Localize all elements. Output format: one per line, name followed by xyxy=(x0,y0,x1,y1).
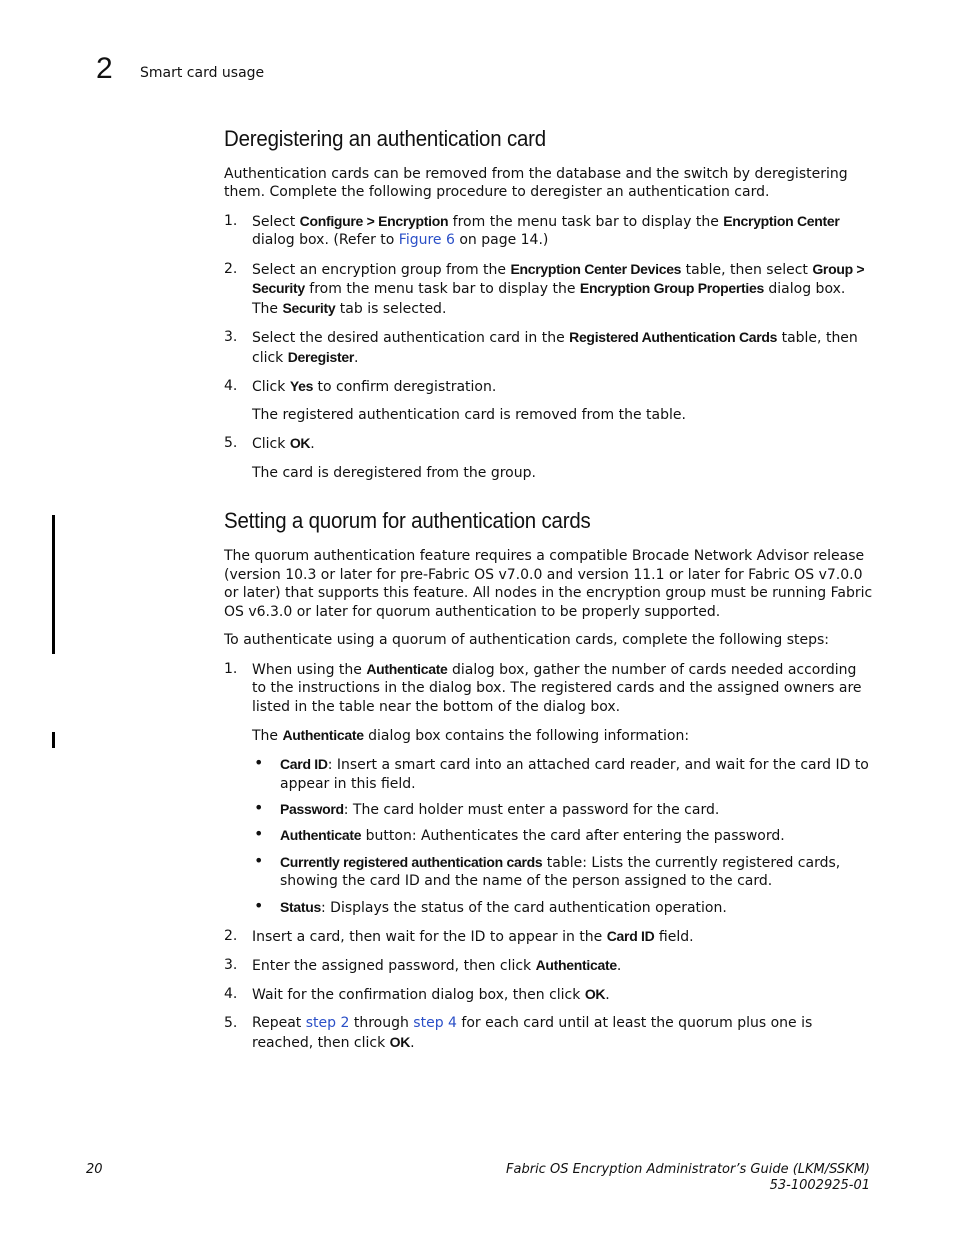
figure-link[interactable]: Figure 6 xyxy=(398,232,455,249)
step-item: 5. Repeat step 2 through step 4 for each card until at least the quorum plus one is reached, then click OK. xyxy=(224,1015,813,1052)
step-item: 2. Select an encryption group from the Encryption Center Devices table, then select Group > Security from the menu task bar to display the Encryption Group Properties dialog box. The Security tab is selected. xyxy=(224,260,865,317)
step-note: The Authenticate dialog box contains the following information: xyxy=(252,727,690,745)
step-item: 2. Insert a card, then wait for the ID to appear in the Card ID field. xyxy=(224,927,694,945)
paragraph: Authentication cards can be removed from the database and the switch by deregistering them. Complete the following procedure to deregister an authentication card. xyxy=(224,165,848,201)
doc-title: Fabric OS Encryption Administrator’s Guide (LKM/SSKM) xyxy=(506,1162,870,1177)
step-item: 3. Select the desired authentication card in the Registered Authentication Cards table, then click Deregister. xyxy=(224,329,858,366)
step-item: 1. Select Configure > Encryption from the menu task bar to display the Encryption Center dialog box. (Refer to Figure 6 on page 14.) xyxy=(224,212,840,249)
step-item: 1. When using the Authenticate dialog box, gather the number of cards needed according to the instructions in the dialog box. The registered cards and the assigned owners are listed in the table near the bottom of the dialog box. xyxy=(224,660,862,715)
step-item: 4. Click Yes to confirm deregistration. xyxy=(224,378,497,396)
bullet-item: • Card ID: Insert a smart card into an attached card reader, and wait for the card ID to appear in this field. xyxy=(254,753,869,793)
bullet-icon: • xyxy=(254,895,264,915)
bullet-icon: • xyxy=(254,798,264,818)
bullet-item: • Password: The card holder must enter a password for the card. xyxy=(254,798,720,819)
step-link[interactable]: step 4 xyxy=(413,1015,457,1032)
bullet-icon: • xyxy=(254,850,264,870)
chapter-title: Smart card usage xyxy=(140,65,265,81)
page-content xyxy=(224,126,874,1062)
page-number: 20 xyxy=(86,1162,103,1177)
chapter-number: 2 xyxy=(96,52,113,85)
step-item: 4. Wait for the confirmation dialog box, then click OK. xyxy=(224,986,610,1004)
section-heading: Setting a quorum for authentication cards xyxy=(224,508,591,534)
change-bar xyxy=(52,732,55,748)
step-item: 5. Click OK. xyxy=(224,435,315,453)
step-link[interactable]: step 2 xyxy=(305,1015,350,1032)
doc-number: 53-1002925-01 xyxy=(769,1178,870,1193)
section-heading: Deregistering an authentication card xyxy=(224,126,547,151)
bullet-item: • Currently registered authentication cards table: Lists the currently registered cards, showing the card ID and the name of the person assigned to the card. xyxy=(254,850,841,890)
bullet-icon: • xyxy=(254,824,264,844)
change-bar xyxy=(52,515,55,654)
step-item: 3. Enter the assigned password, then click Authenticate. xyxy=(224,957,622,974)
bullet-item: • Authenticate button: Authenticates the card after entering the password. xyxy=(254,824,785,845)
step-note: The registered authentication card is removed from the table. xyxy=(252,407,686,424)
paragraph: To authenticate using a quorum of authentication cards, complete the following steps: xyxy=(224,632,830,649)
paragraph: The quorum authentication feature requires a compatible Brocade Network Advisor release (version 10.3 or later for pre-Fabric OS v7.0.0 and version 11.1 or later for Fabric OS v7.0.0 or later) that supports this feature. All nodes in the encryption group must be running Fabric OS v6.3.0 or later for quorum authentication to be properly supported. xyxy=(224,548,873,621)
bullet-icon: • xyxy=(254,753,264,773)
step-note: The card is deregistered from the group. xyxy=(252,464,536,481)
bullet-item: • Status: Displays the status of the card authentication operation. xyxy=(254,895,727,916)
footer-doc-info xyxy=(506,1162,870,1194)
